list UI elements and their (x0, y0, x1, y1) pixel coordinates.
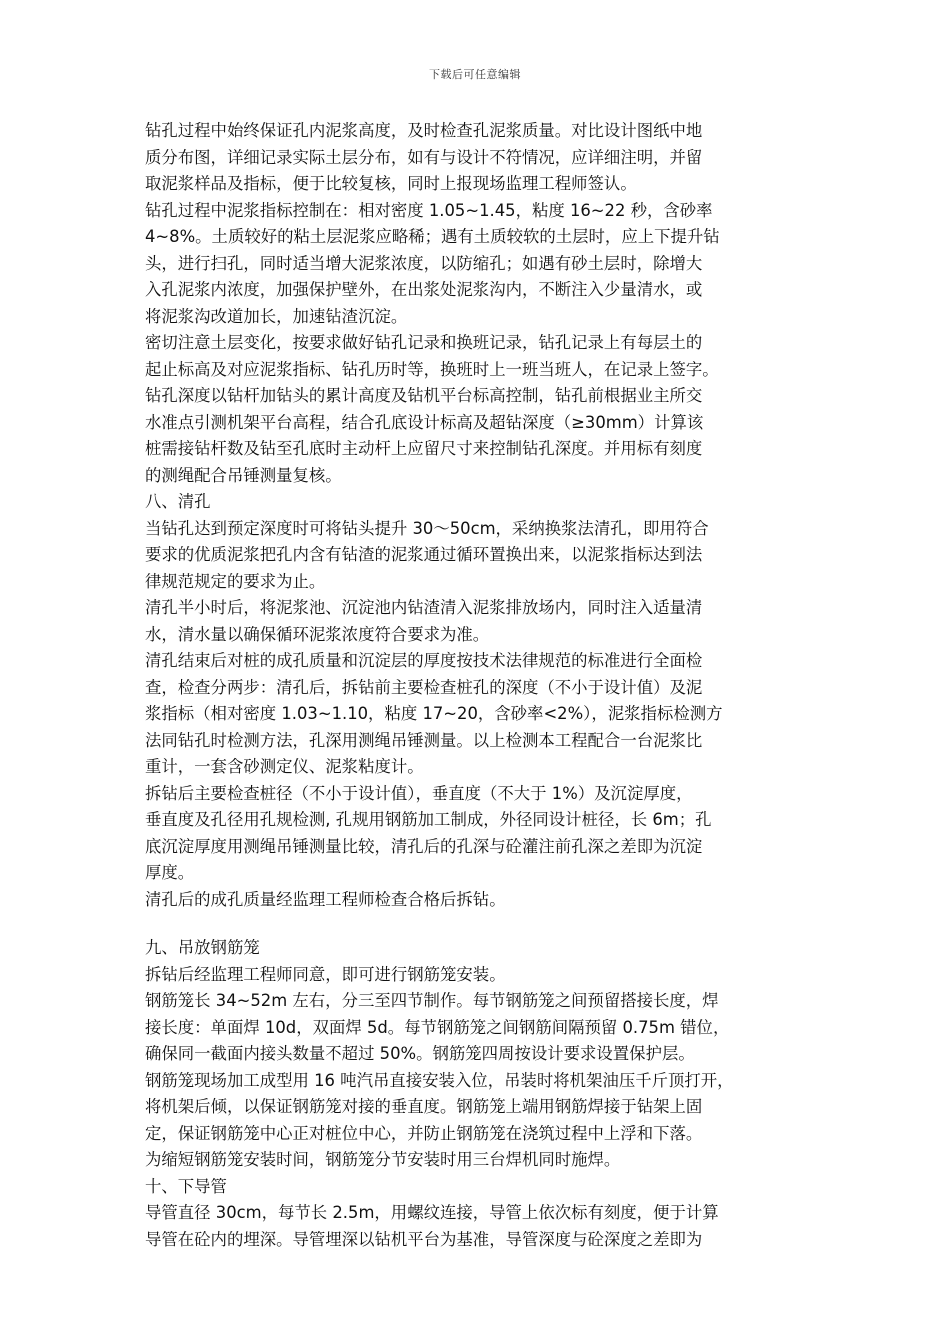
paragraph-line: 水，清水量以确保循环泥浆浓度符合要求为准。 (145, 624, 490, 644)
paragraph-line: 垂直度及孔径用孔规检测, 孔规用钢筋加工制成，外径同设计桩径，长 6m；孔 (145, 810, 712, 829)
section-heading-8: 八、清孔 (145, 492, 211, 511)
paragraph-line: 钻孔过程中始终保证孔内泥浆高度，及时检查孔泥浆质量。对比设计图纸中地 (145, 121, 703, 140)
paragraph-line: 为缩短钢筋笼安装时间，钢筋笼分节安装时用三台焊机同时施焊。 (145, 1150, 621, 1169)
paragraph-line: 导管在砼内的埋深。导管埋深以钻机平台为基准，导管深度与砼深度之差即为 (145, 1229, 703, 1249)
paragraph-line: 钻孔深度以钻杆加钻头的累计高度及钻机平台标高控制，钻孔前根据业主所交 (145, 386, 703, 405)
paragraph-line: 当钻孔达到预定深度时可将钻头提升 30～50cm，采纳换浆法清孔，即用符合 (145, 518, 709, 538)
paragraph-line: 导管直径 30cm，每节长 2.5m，用螺纹连接，导管上依次标有刻度，便于计算 (145, 1203, 719, 1222)
paragraph-line: 质分布图，详细记录实际土层分布，如有与设计不符情况，应详细注明，并留 (145, 147, 703, 167)
paragraph-line: 重计，一套含砂测定仪、泥浆粘度计。 (145, 757, 424, 776)
paragraph-line: 起止标高及对应泥浆指标、钻孔历时等，换班时上一班当班人，在记录上签字。 (145, 359, 719, 379)
blank-line (145, 913, 810, 935)
paragraph-line: 4~8%。土质较好的粘土层泥浆应略稀；遇有土质较软的土层时，应上下提升钻 (145, 227, 720, 246)
document-body (145, 118, 810, 1253)
paragraph-line: 入孔泥浆内浓度，加强保护壁外，在出浆处泥浆沟内，不断注入少量清水，或 (145, 280, 703, 299)
paragraph-line: 清孔半小时后，将泥浆池、沉淀池内钻渣清入泥浆排放场内，同时注入适量清 (145, 598, 703, 617)
page-header: 下载后可任意编辑 (429, 68, 521, 81)
paragraph-line: 要求的优质泥浆把孔内含有钻渣的泥浆通过循环置换出来，以泥浆指标达到法 (145, 545, 703, 564)
paragraph-line: 底沉淀厚度用测绳吊锤测量比较，清孔后的孔深与砼灌注前孔深之差即为沉淀 (145, 836, 703, 856)
paragraph-line: 定，保证钢筋笼中心正对桩位中心，并防止钢筋笼在浇筑过程中上浮和下落。 (145, 1123, 703, 1143)
paragraph-line: 接长度：单面焊 10d，双面焊 5d。每节钢筋笼之间钢筋间隔预留 0.75m 错位， (145, 1017, 730, 1037)
paragraph-line: 法同钻孔时检测方法，孔深用测绳吊锤测量。以上检测本工程配合一台泥浆比 (145, 730, 703, 750)
paragraph-line: 清孔结束后对桩的成孔质量和沉淀层的厚度按技术法律规范的标准进行全面检 (145, 651, 703, 670)
paragraph-line: 查，检查分两步：清孔后，拆钻前主要检查桩孔的深度（不小于设计值）及泥 (145, 677, 703, 697)
paragraph-line: 律规范规定的要求为止。 (145, 571, 326, 591)
paragraph-line: 浆指标（相对密度 1.03~1.10，粘度 17~20，含砂率<2%），泥浆指标检测方 (145, 704, 723, 723)
paragraph-line: 将泥浆沟改道加长，加速钻渣沉淀。 (145, 306, 408, 326)
paragraph-line: 钻孔过程中泥浆指标控制在：相对密度 1.05~1.45，粘度 16~22 秒，含砂率 (145, 200, 713, 220)
paragraph-line: 头，进行扫孔，同时适当增大泥浆浓度，以防缩孔；如遇有砂土层时，除增大 (145, 253, 703, 273)
paragraph-line: 的测绳配合吊锤测量复核。 (145, 465, 342, 485)
section-heading-9: 九、吊放钢筋笼 (145, 938, 260, 957)
paragraph-line: 桩需接钻杆数及钻至孔底时主动杆上应留尺寸来控制钻孔深度。并用标有刻度 (145, 439, 703, 458)
paragraph-line: 钢筋笼长 34~52m 左右，分三至四节制作。每节钢筋笼之间预留搭接长度，焊 (145, 991, 719, 1010)
paragraph-line: 密切注意土层变化，按要求做好钻孔记录和换班记录，钻孔记录上有每层土的 (145, 333, 703, 352)
paragraph-line: 钢筋笼现场加工成型用 16 吨汽吊直接安装入位，吊装时将机架油压千斤顶打开， (145, 1070, 734, 1090)
paragraph-line: 水准点引测机架平台高程，结合孔底设计标高及超钻深度（≥30mm）计算该 (145, 412, 704, 432)
paragraph-line: 拆钻后主要检查桩径（不小于设计值），垂直度（不大于 1%）及沉淀厚度， (145, 783, 693, 803)
section-heading-10: 十、下导管 (145, 1176, 227, 1196)
paragraph-line: 将机架后倾，以保证钢筋笼对接的垂直度。钢筋笼上端用钢筋焊接于钻架上固 (145, 1097, 703, 1116)
paragraph-line: 确保同一截面内接头数量不超过 50%。钢筋笼四周按设计要求设置保护层。 (145, 1044, 695, 1063)
paragraph-line: 清孔后的成孔质量经监理工程师检查合格后拆钻。 (145, 889, 506, 909)
paragraph-line: 取泥浆样品及指标，便于比较复核，同时上报现场监理工程师签认。 (145, 174, 637, 193)
paragraph-line: 拆钻后经监理工程师同意，即可进行钢筋笼安装。 (145, 964, 506, 984)
paragraph-line: 厚度。 (145, 863, 195, 882)
